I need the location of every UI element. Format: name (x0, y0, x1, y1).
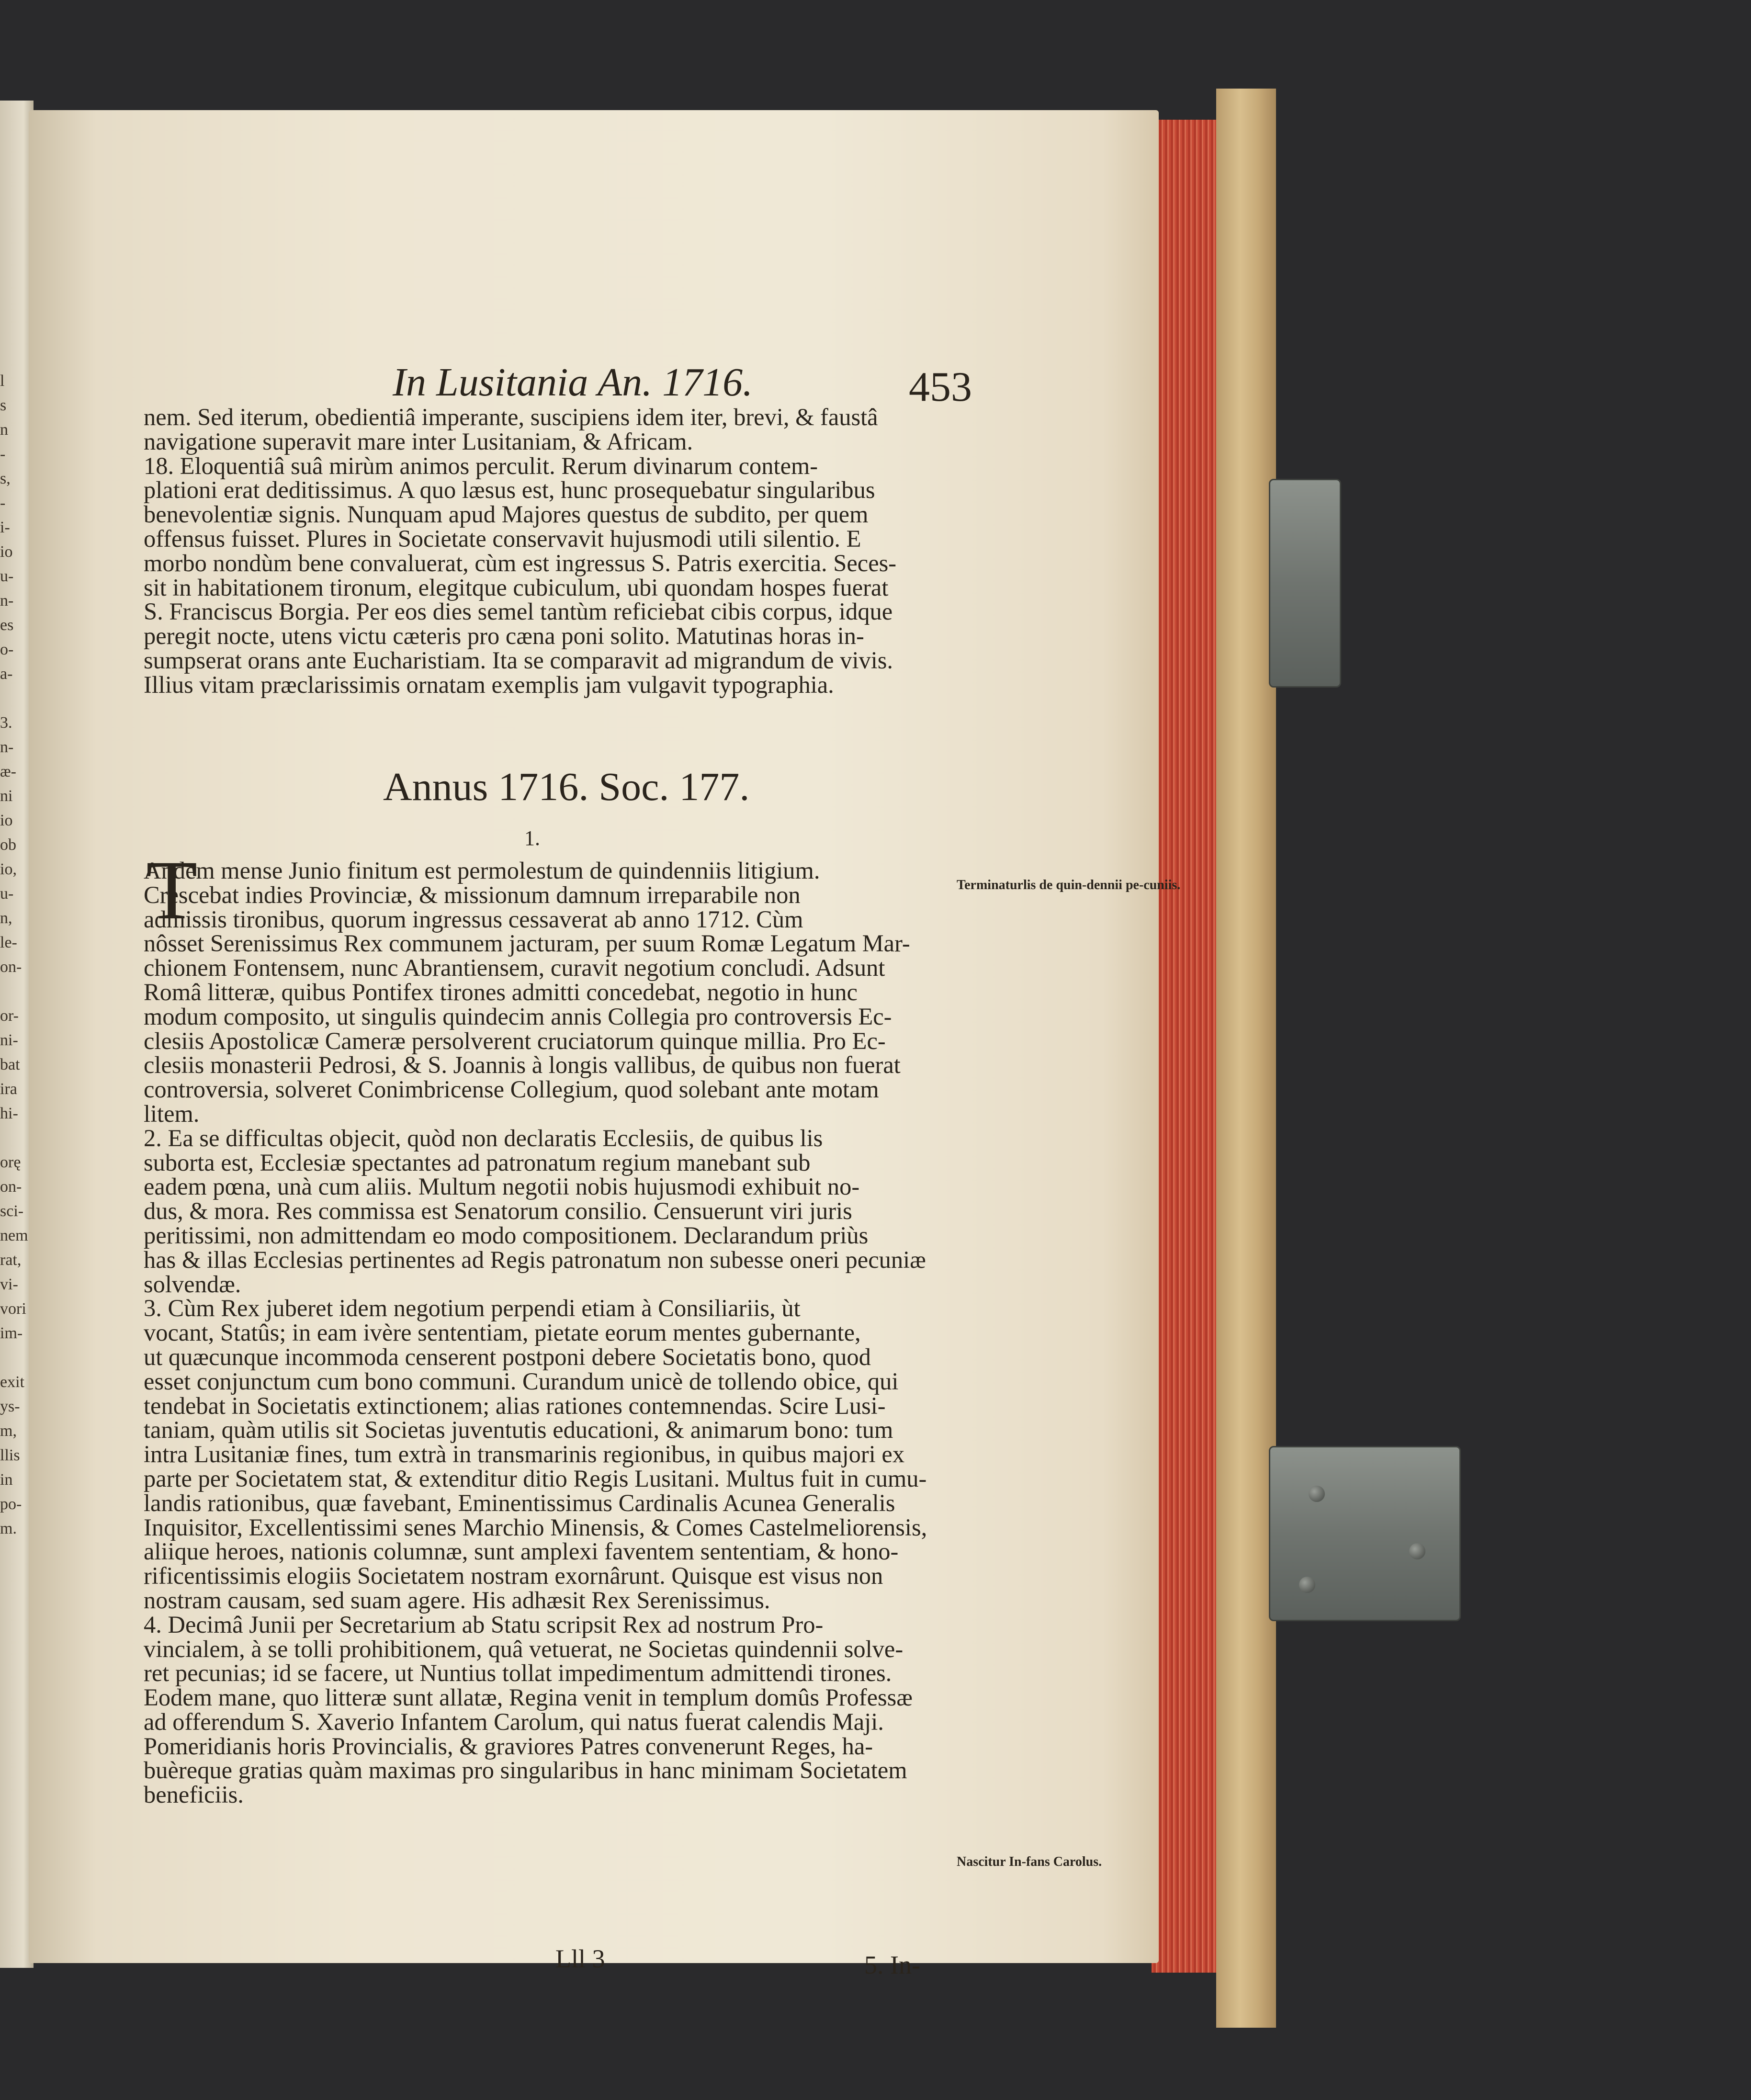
clasp-rivet (1409, 1543, 1425, 1559)
left-page-fragment: io (0, 543, 13, 561)
left-page-fragment: i- (0, 519, 10, 536)
text-line: modum composito, ut singulis quindecim annis Collegia pro controversis Ec- (144, 1003, 892, 1030)
text-line: taniam, quàm utilis sit Societas juventutis educationi, & animarum bono: tum (144, 1416, 893, 1444)
text-line: 4. Decimâ Junii per Secretarium ab Statu scripsit Rex ad nostrum Pro- (144, 1611, 824, 1638)
text-line: 3. Cùm Rex juberet idem negotium perpendi etiam à Consiliariis, ùt (144, 1295, 801, 1322)
left-page-fragment: nem (0, 1227, 28, 1244)
text-line: morbo nondùm bene convaluerat, cùm est ingressus S. Patris exercitia. Seces- (144, 549, 897, 576)
text-line: clesiis monasterii Pedrosi, & S. Joannis à longis vallibus, de quibus non fuerat (144, 1051, 901, 1079)
left-page-fragment: le- (0, 934, 17, 951)
text-line: eadem pœna, unà cum aliis. Multum negotii nobis hujusmodi exhibuit no- (144, 1173, 860, 1200)
left-page-fragment: s, (0, 470, 11, 487)
section-numeral: 1. (524, 826, 540, 850)
left-page-fragment: æ- (0, 763, 16, 780)
left-page-fragment: in (0, 1471, 13, 1489)
text-line: aliique heroes, nationis columnæ, sunt amplexi faventem sententiam, & hono- (144, 1538, 899, 1565)
text-line: 2. Ea se difficultas objecit, quòd non declaratis Ecclesiis, de quibus lis (144, 1124, 823, 1152)
left-page-fragment: - (0, 445, 6, 463)
text-line: Eodem mane, quo litteræ sunt allatæ, Regina venit in templum domûs Professæ (144, 1684, 913, 1711)
text-line: ret pecunias; id se facere, ut Nuntius tollat impedimentum admittendi tirones. (144, 1660, 892, 1687)
text-line: nôsset Serenissimus Rex communem jacturam, per suum Romæ Legatum Mar- (144, 930, 910, 957)
left-page-fragment: orę (0, 1153, 21, 1171)
text-line: Pomeridianis horis Provincialis, & graviores Patres convenerunt Reges, ha- (144, 1732, 873, 1760)
left-page-fragment: l (0, 372, 5, 390)
margin-note-line: dennii pe- (1086, 878, 1144, 892)
left-page-fragment: m. (0, 1520, 17, 1537)
text-line: rificentissimis elogiis Societatem nostram exornârunt. Quisque est visus non (144, 1562, 883, 1590)
left-page-fragment: ob (0, 836, 16, 854)
left-page-fragment: n- (0, 738, 14, 756)
left-page-fragment: exit (0, 1373, 24, 1391)
left-page-fragment: or- (0, 1007, 19, 1025)
left-page-fragment: ys- (0, 1398, 20, 1415)
drop-capital: T (146, 844, 198, 937)
left-page-fragment (0, 1345, 29, 1370)
left-page-fragment: ira (0, 1080, 17, 1098)
page-block-red-edge (1152, 120, 1223, 1973)
left-page-fragment (0, 686, 29, 711)
text-block-continuation (144, 405, 953, 697)
text-line: peritissimi, non admittendam eo modo compositionem. Declarandum priùs (144, 1221, 869, 1249)
left-page-fragment: 3. (0, 714, 12, 732)
left-page-fragment: io (0, 812, 13, 829)
text-line: sumpserat orans ante Eucharistiam. Ita se comparavit ad migrandum de vivis. (144, 646, 893, 674)
margin-note-line: Terminatur (957, 878, 1023, 892)
upper-clasp (1269, 479, 1341, 688)
text-line: peregit nocte, utens victu cæteris pro cæna poni solito. Matutinas horas in- (144, 622, 864, 650)
text-line: beneficiis. (144, 1781, 244, 1808)
left-page-fragment: bat (0, 1056, 20, 1073)
left-page-fragment: on- (0, 958, 22, 976)
margin-note-line: Nascitur In- (957, 1854, 1026, 1869)
left-page-fragment: m, (0, 1422, 17, 1440)
text-line: solvendæ. (144, 1270, 241, 1298)
left-page-fragment: io, (0, 860, 17, 878)
text-line: chionem Fontensem, nunc Abrantiensem, curavit negotium concludi. Adsunt (144, 954, 885, 982)
text-line: vocant, Statûs; in eam ivère sententiam, pietate eorum mentes gubernante, (144, 1319, 861, 1346)
text-block-annus (144, 858, 953, 1807)
text-line: Româ litteræ, quibus Pontifex tirones admitti concedebat, negotio in hunc (144, 978, 858, 1005)
page-number: 453 (909, 364, 972, 410)
left-page-fragment (0, 1126, 29, 1150)
text-line: litem. (144, 1100, 200, 1127)
left-page-text-fragments (0, 369, 29, 1541)
text-line: S. Franciscus Borgia. Per eos dies semel tantùm reficiebat cibis corpus, idque (144, 598, 893, 625)
text-line: nostram causam, sed suam agere. His adhæsit Rex Serenissimus. (144, 1586, 770, 1614)
margin-note-nascitur (957, 1854, 1102, 1870)
text-line: buèreque gratias quàm maximas pro singularibus in hanc minimam Societatem (144, 1757, 907, 1784)
left-page-fragment: im- (0, 1324, 23, 1342)
year-heading: Annus 1716. Soc. 177. (383, 765, 750, 809)
left-page-fragment: es (0, 616, 14, 634)
left-page-fragment: - (0, 494, 6, 512)
margin-note-line: cuniis. (1143, 878, 1181, 892)
text-line: sit in habitationem tironum, elegitque cubiculum, ubi quondam hospes fuerat (144, 574, 889, 601)
text-line: ut quæcunque incommoda censerent postponi debere Societatis bono, quod (144, 1343, 871, 1370)
left-page-fragment: o- (0, 641, 14, 658)
left-page-fragment: hi- (0, 1105, 18, 1122)
left-page-fragment: vi- (0, 1276, 18, 1293)
text-line: nem. Sed iterum, obedientiâ imperante, suscipiens idem iter, brevi, & faustâ (144, 404, 878, 430)
text-line: clesiis Apostolicæ Cameræ persolverent cruciatorum quinque millia. Pro Ec- (144, 1027, 886, 1054)
text-line: plationi erat deditissimus. A quo læsus est, hunc prosequebatur singularibus (144, 476, 875, 504)
text-line: 18. Eloquentiâ suâ mirùm animos perculit. Rerum divinarum contem- (144, 452, 818, 479)
text-line: ad offerendum S. Xaverio Infantem Carolum, qui natus fuerat calendis Maji. (144, 1708, 884, 1735)
left-page-fragment: on- (0, 1178, 22, 1196)
clasp-rivet (1299, 1577, 1315, 1593)
text-line: landis rationibus, quæ favebant, Eminentissimus Cardinalis Acunea Generalis (144, 1489, 895, 1516)
left-page-fragment: u- (0, 567, 14, 585)
book-cover-edge (1216, 89, 1276, 2028)
left-page-fragment: ni (0, 787, 13, 805)
book-page (29, 110, 1181, 1979)
left-page-fragment: vori (0, 1300, 26, 1318)
clasp-rivet (1309, 1486, 1325, 1502)
left-page-fragment: n (0, 421, 8, 439)
text-line: parte per Societatem stat, & extenditur ditio Regis Lusitani. Multus fuit in cumu- (144, 1465, 927, 1492)
running-head: In Lusitania An. 1716. (393, 360, 753, 405)
left-page-fragment: n, (0, 909, 12, 927)
margin-note-line: fans Carolus. (1026, 1854, 1102, 1869)
margin-note-terminatur (957, 878, 1181, 893)
text-line: suborta est, Ecclesiæ spectantes ad patronatum regium manebant sub (144, 1149, 811, 1176)
text-line: Andem mense Junio finitum est permolestum de quindenniis litigium. (144, 857, 820, 884)
text-line: benevolentiæ signis. Nunquam apud Majores questus de subdito, per quem (144, 501, 869, 528)
text-line: has & illas Ecclesias pertinentes ad Regis patronatum non subesse oneri pecuniæ (144, 1246, 926, 1273)
text-line: controversia, solveret Conimbricense Collegium, quod solebant ante motam (144, 1076, 879, 1103)
margin-note-line: lis de quin- (1023, 878, 1087, 892)
text-line: navigatione superavit mare inter Lusitaniam, & Africam. (144, 428, 693, 455)
left-page-fragment: u- (0, 885, 14, 903)
text-line: vincialem, à se tolli prohibitionem, quâ vetuerat, ne Societas quindennii solve- (144, 1635, 904, 1662)
text-line: Crescebat indies Provinciæ, & missionum damnum irreparabile non (144, 881, 801, 908)
text-line: Illius vitam præclarissimis ornatam exemplis jam vulgavit typographia. (144, 671, 834, 698)
left-page-fragment (0, 979, 29, 1004)
left-page-fragment: s (0, 396, 7, 414)
text-line: admissis tironibus, quorum ingressus cessaverat ab anno 1712. Cùm (144, 905, 803, 933)
signature-mark: Lll 3 (555, 1944, 605, 1973)
left-page-fragment: sci- (0, 1202, 24, 1220)
left-page-fragment: a- (0, 665, 13, 683)
text-line: intra Lusitaniæ fines, tum extrà in transmarinis regionibus, in quibus majori ex (144, 1441, 905, 1468)
text-line: esset conjunctum cum bono communi. Curandum unicè de tollendo obice, qui (144, 1367, 899, 1395)
text-line: offensus fuisset. Plures in Societate conservavit hujusmodi utili silentio. E (144, 525, 861, 552)
text-line: tendebat in Societatis extinctionem; alias rationes contemnendas. Scire Lusi- (144, 1392, 886, 1419)
text-line: dus, & mora. Res commissa est Senatorum consilio. Censuerunt viri juris (144, 1197, 852, 1225)
text-line: Inquisitor, Excellentissimi senes Marchio Minensis, & Comes Castelmeliorensis, (144, 1513, 927, 1541)
catchword: 5. In- (864, 1951, 920, 1979)
left-page-fragment: po- (0, 1495, 22, 1513)
left-page-fragment: n- (0, 592, 14, 610)
lower-clasp (1269, 1446, 1461, 1621)
left-page-fragment: ni- (0, 1031, 18, 1049)
left-page-fragment: rat, (0, 1251, 22, 1269)
left-page-fragment: llis (0, 1446, 20, 1464)
